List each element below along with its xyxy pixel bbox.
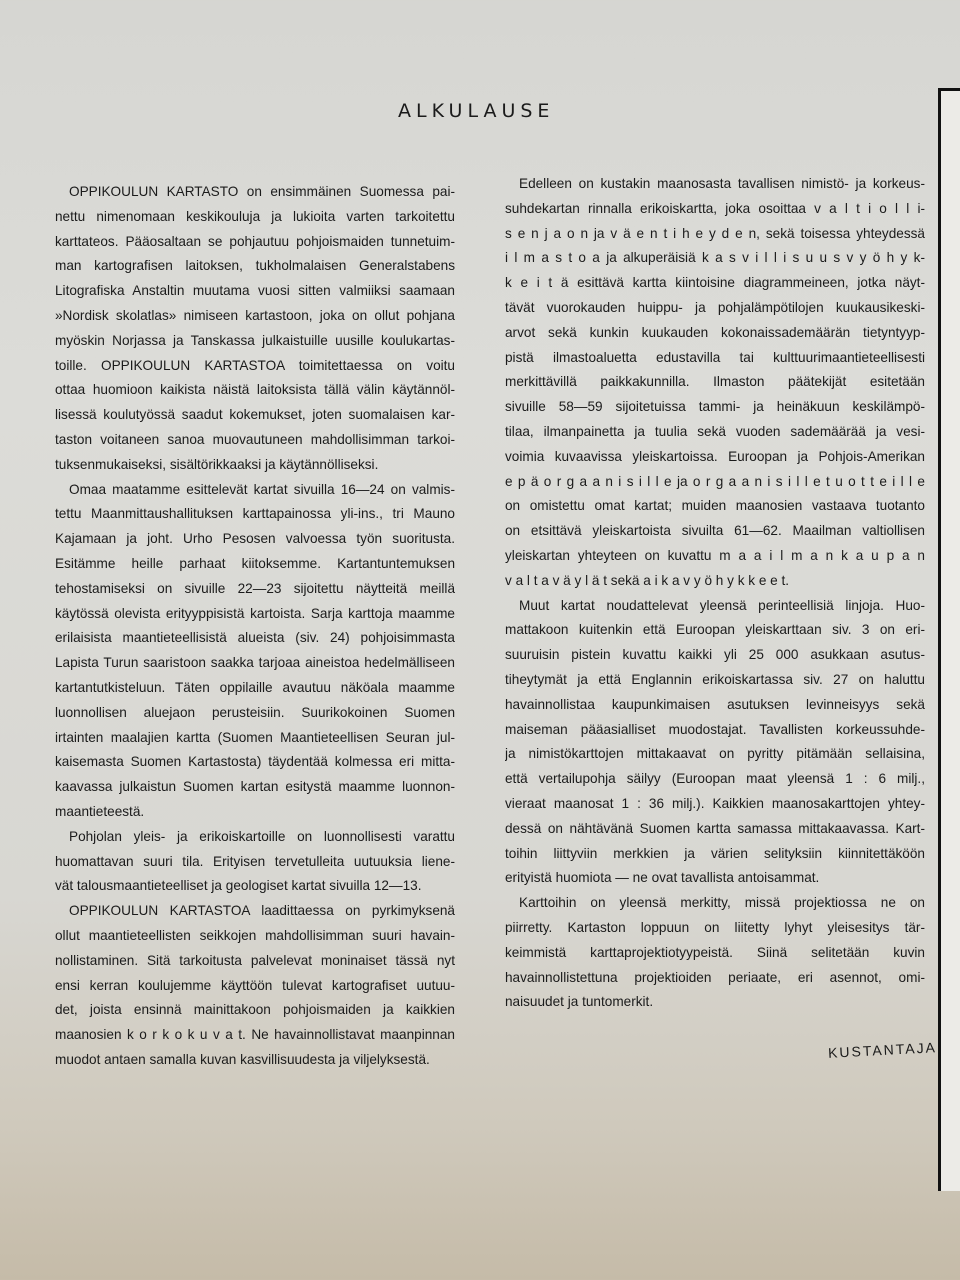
text-line: karttateos. Pääosaltaan se pohjautuu pohjoismaiden tunnetuim- bbox=[55, 233, 455, 249]
text-line: tilaa, ilmanpainetta ja tuulia sekä vuoden sademäärää ja vesi- bbox=[505, 423, 925, 439]
text-line: erityistä huomiota — ne ovat tavallista antoisammat. bbox=[505, 870, 820, 886]
text-line: suhdekartan rinnalla erikoiskartta, joka osoittaa v a l t i o l l i- bbox=[505, 200, 925, 216]
right-text-column bbox=[505, 172, 925, 1015]
text-line: Omaa maatamme esittelevät kartat sivuilla 16—24 on valmis- bbox=[69, 481, 455, 497]
text-line: ottaa huomioon kaikista näistä laitoksista tällä välin käytännöl- bbox=[55, 382, 455, 398]
text-line: OPPIKOULUN KARTASTOA laadittaessa on pyrkimyksenä bbox=[69, 903, 455, 919]
paragraph bbox=[505, 172, 925, 594]
text-line: myöskin Norjassa ja Tanskassa julkaistuille uusille koulukartas- bbox=[55, 332, 455, 348]
signature: KUSTANTAJA bbox=[827, 1039, 938, 1061]
text-line: »Nordisk skolatlas» nimiseen kartastoon, joka on ollut pohjana bbox=[55, 307, 455, 323]
text-line: voimia kuvaavissa yleiskartoissa. Euroopan ja Pohjois-Amerikan bbox=[505, 448, 925, 464]
text-line: yleiskartan yhteyteen on kuvattu m a a i l m a n k a u p a n bbox=[505, 547, 925, 563]
paragraph bbox=[505, 891, 925, 1015]
text-line: luonnollisen aluejaon perusteisiin. Suurikokoinen Suomen bbox=[55, 704, 455, 720]
text-line: dessä on nähtävänä Suomen kartta samassa mittakaavassa. Kart- bbox=[505, 820, 925, 836]
text-line: ollut maantieteellisten seikkojen mahdollisimman suuri havain- bbox=[55, 927, 455, 943]
text-line: maanosien k o r k o k u v a t. Ne havainnollistavat maanpinnan bbox=[55, 1027, 455, 1043]
text-line: ensi kerran koulujemme käyttöön tulevat kartografiset uutuu- bbox=[55, 977, 455, 993]
paragraph bbox=[55, 825, 455, 899]
text-line: kartantutkisteluun. Täten oppilaille avautuu näköala maamme bbox=[55, 679, 455, 695]
text-line: Lapista Turun saaristoon saakka tarjoaa aineistoa hedelmälliseen bbox=[55, 655, 455, 671]
text-line: maiseman pääasialliset muodostajat. Tavallisten korkeussuhde- bbox=[505, 721, 925, 737]
text-line: Kajamaan ja joht. Urho Pesosen valvoessa työn suoritusta. bbox=[55, 531, 455, 547]
text-line: taston voitaneen sanoa muovautuneen mahdollisimman tarkoi- bbox=[55, 431, 455, 447]
text-line: sivuille 58—59 sijoitetuissa tammi- ja heinäkuun keskilämpö- bbox=[505, 399, 925, 415]
text-line: keimmistä karttaprojektiotyypeistä. Siinä selitetään kuvin bbox=[505, 944, 925, 960]
page-title: ALKULAUSE bbox=[398, 100, 555, 122]
text-line: mattakoon kuitenkin että Euroopan yleiskarttaan siv. 3 on eri- bbox=[505, 622, 925, 638]
text-line: maantieteestä. bbox=[55, 803, 145, 819]
text-line: nettu nimenomaan keskikouluja ja lukioita varten tarkoitettu bbox=[55, 208, 455, 224]
text-line: havainnollistettuna projektioiden periaate, eri asennot, omi- bbox=[505, 969, 925, 985]
text-line: tävät vuorokauden huippu- ja pohjalämpötilojen kuukausikeski- bbox=[505, 299, 925, 315]
text-line: tiheytymät ja että Englannin erikoiskartassa siv. 27 on haluttu bbox=[505, 671, 925, 687]
paragraph bbox=[55, 180, 455, 478]
text-line: erilaisista maantieteellisistä alueista (siv. 24) pohjoisimmasta bbox=[55, 630, 455, 646]
text-line: että vertailupohja säilyy (Euroopan maat yleensä 1 : 6 milj., bbox=[505, 771, 925, 787]
text-line: vät talousmaantieteelliset ja geologiset kartat sivuilla 12—13. bbox=[55, 878, 422, 894]
text-line: kaavassa julkaistun Suomen kartan esitystä maamme luonnon- bbox=[55, 779, 455, 795]
text-line: naisuudet ja tuntomerkit. bbox=[505, 994, 654, 1010]
text-line: tuksenmukaiseksi, sisältörikkaaksi ja käytännölliseksi. bbox=[55, 456, 379, 472]
text-line: Esitämme heille parhaat kiitoksemme. Kartantuntemuksen bbox=[55, 555, 455, 571]
text-line: toihin liittyviin merkkien ja värien selityksiin kiinnitettäköön bbox=[505, 845, 925, 861]
text-line: lisessä koulutyössä saadut kokemukset, joten suomalaisen kar- bbox=[55, 407, 455, 423]
left-text-column bbox=[55, 180, 455, 1073]
text-line: merkittävillä paikkakunnilla. Ilmaston päätekijät esitetään bbox=[505, 374, 925, 390]
text-line: OPPIKOULUN KARTASTO on ensimmäinen Suomessa pai- bbox=[69, 184, 455, 199]
paragraph bbox=[505, 594, 925, 892]
text-line: kaisemasta Suomen Kartastosta) täydentää kolmessa eri mitta- bbox=[55, 754, 455, 770]
text-line: det, joista ensinnä mainittakoon pohjoismaiden ja kaikkien bbox=[55, 1002, 455, 1018]
text-line: man kartografisen laitoksen, tukholmalaisen Generalstabens bbox=[55, 258, 455, 274]
text-line: e p ä o r g a a n i s i l l e ja o r g a a n i s i l l e t u o t t e i l l e bbox=[505, 473, 925, 489]
text-line: suuruisin pistein kuvattu kaikki yli 25 000 asukkaan asutus- bbox=[505, 647, 925, 663]
text-line: havainnollistaa kaupunkimaisen asutuksen levinneisyys sekä bbox=[505, 696, 925, 712]
text-line: Karttoihin on yleensä merkitty, missä projektiossa ne on bbox=[519, 895, 925, 911]
text-line: v a l t a v ä y l ä t sekä a i k a v y ö h y k k e e t. bbox=[505, 572, 790, 588]
text-line: on omistettu omat kartat; muiden maanosien vastaava tuotanto bbox=[505, 498, 925, 514]
text-line: Edelleen on kustakin maanosasta tavallisen nimistö- ja korkeus- bbox=[519, 176, 925, 191]
text-line: pistä ilmastoaluetta edustavilla tai kulttuurimaantieteellisesti bbox=[505, 349, 925, 365]
text-line: huomattavan suuri tila. Erityisen tervetulleita uutuuksia liene- bbox=[55, 853, 455, 869]
text-line: Pohjolan yleis- ja erikoiskartoille on luonnollisesti varattu bbox=[69, 828, 455, 844]
text-line: käytössä olevista erityyppisistä kartoista. Sarja karttoja maamme bbox=[55, 605, 455, 621]
text-line: ja nimistökarttojen mittakaavat on pyritty pitämään sellaisina, bbox=[505, 746, 925, 762]
text-line: tehostamiseksi on sivuille 22—23 sijoitettu näytteitä meillä bbox=[55, 580, 455, 596]
text-line: toille. OPPIKOULUN KARTASTOA toimitettaessa on voitu bbox=[55, 357, 455, 373]
text-line: vieraat maanosat 1 : 36 milj.). Kaikkien maanosakarttojen yhtey- bbox=[505, 795, 925, 811]
text-line: Litografiska Anstaltin muutama vuosi sitten valmiiksi saamaan bbox=[55, 283, 455, 299]
text-line: i l m a s t o a ja alkuperäisiä k a s v i l l i s u u s v y ö h y k- bbox=[505, 250, 925, 266]
paragraph bbox=[55, 478, 455, 825]
text-line: on etsittävä yleiskartoista sivuilta 61—62. Maailman valtiollisen bbox=[505, 523, 925, 539]
text-line: s e n j a o n ja v ä e n t i h e y d e n, sekä toisessa yhteydessä bbox=[505, 225, 925, 241]
text-line: piirretty. Kartaston loppuun on liitetty lyhyt yleisesitys tär- bbox=[505, 919, 925, 935]
text-line: k e i t ä esittävä kartta kiintoisine diagrammeineen, jotka näyt- bbox=[505, 275, 925, 291]
text-line: Muut kartat noudattelevat yleensä perinteellisiä linjoja. Huo- bbox=[519, 597, 925, 613]
text-line: nollistaminen. Sitä tarkoitusta palvelevat moninaiset tässä nyt bbox=[55, 952, 455, 968]
text-line: irtainten maalajien kartta (Suomen Maantieteellisen Seuran jul- bbox=[55, 729, 455, 745]
text-line: tettu Maanmittaushallituksen karttapainossa yli-ins., tri Mauno bbox=[55, 506, 455, 522]
text-line: arvot sekä kunkin kuukauden kokonaissademäärän tietyntyyp- bbox=[505, 324, 925, 340]
paragraph bbox=[55, 899, 455, 1073]
adjacent-page-edge bbox=[938, 88, 960, 1191]
text-line: muodot antaen samalla kuvan kasvillisuudesta ja viljelyksestä. bbox=[55, 1051, 430, 1067]
